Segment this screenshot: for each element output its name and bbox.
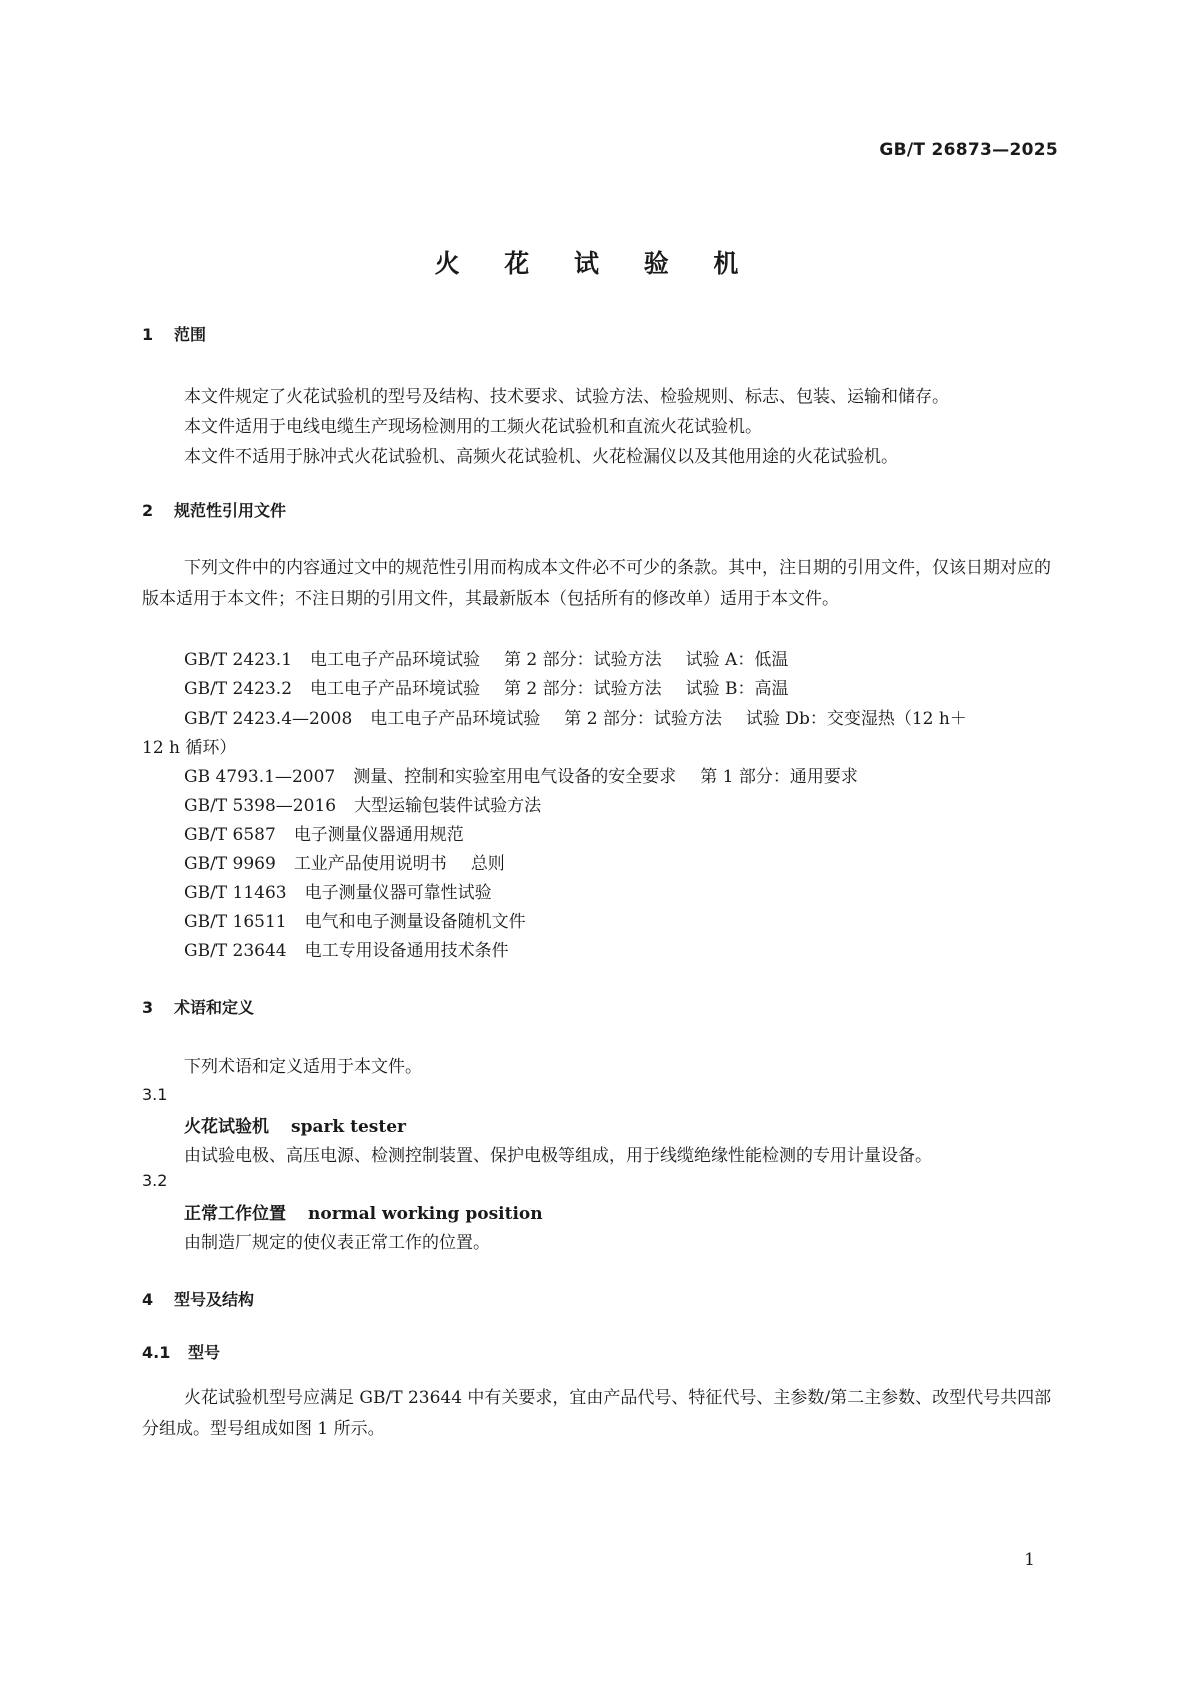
paragraph: 下列文件中的内容通过文中的规范性引用而构成本文件必不可少的条款。其中，注日期的引用文件，仅该日期对应的版本适用于本文件；不注日期的引用文件，其最新版本（包括所有的修改单）适用于本文件。 (142, 558, 1051, 609)
reference-item (184, 791, 541, 816)
section-number: 3 (142, 998, 154, 1017)
term-entry (184, 1199, 543, 1224)
term-definition: 由试验电极、高压电源、检测控制装置、保护电极等组成，用于线缆绝缘性能检测的专用计量设备。 (184, 1146, 932, 1166)
reference-code: GB/T 2423.1 (184, 650, 293, 670)
document-title: 火 花 试 验 机 (434, 249, 757, 278)
subsection-number: 4.1 (142, 1343, 171, 1362)
term-entry (184, 1112, 406, 1137)
paragraph: 本文件适用于电线电缆生产现场检测用的工频火花试验机和直流火花试验机。 (184, 417, 762, 437)
reference-code: GB/T 16511 (184, 912, 287, 932)
reference-item (184, 878, 492, 903)
reference-code: GB/T 2423.4—2008 (184, 709, 353, 729)
reference-item (184, 907, 526, 932)
reference-item (184, 645, 788, 670)
reference-part: 第 2 部分：试验方法 (564, 709, 722, 729)
paragraph: 本文件不适用于脉冲式火花试验机、高频火花试验机、火花检漏仪以及其他用途的火花试验机。 (184, 447, 898, 467)
reference-item (184, 820, 464, 845)
reference-title: 大型运输包装件试验方法 (354, 796, 542, 816)
subsection-4-1-heading (142, 1340, 220, 1363)
reference-title: 电工专用设备通用技术条件 (304, 941, 509, 961)
term-number: 3.2 (142, 1171, 168, 1190)
section-title: 型号及结构 (174, 1290, 255, 1309)
reference-part: 第 1 部分：通用要求 (700, 767, 858, 787)
term-english: normal working position (308, 1204, 543, 1224)
section-2-heading (142, 498, 286, 521)
reference-test: 试验 B：高温 (685, 679, 789, 699)
reference-test: 试验 Db：交变湿热（12 h＋ (745, 709, 967, 729)
section-number: 1 (142, 325, 154, 344)
paragraph: 本文件规定了火花试验机的型号及结构、技术要求、试验方法、检验规则、标志、包装、运输和储存。 (184, 387, 949, 407)
reference-title: 测量、控制和实验室用电气设备的安全要求 (353, 767, 677, 787)
reference-code: GB/T 6587 (184, 825, 276, 845)
reference-code: GB/T 23644 (184, 941, 287, 961)
reference-code: GB 4793.1—2007 (184, 767, 336, 787)
reference-part: 总则 (470, 854, 505, 874)
reference-item (184, 704, 967, 729)
reference-title: 电工电子产品环境试验 (310, 679, 481, 699)
reference-item (184, 674, 789, 699)
paragraph: 下列术语和定义适用于本文件。 (184, 1057, 422, 1077)
reference-title: 电工电子产品环境试验 (370, 709, 541, 729)
reference-continuation: 12 h 循环） (142, 738, 237, 758)
reference-title: 电子测量仪器通用规范 (293, 825, 464, 845)
reference-part: 第 2 部分：试验方法 (504, 679, 662, 699)
section-3-heading (142, 995, 254, 1018)
reference-item (184, 762, 858, 787)
term-english: spark tester (291, 1117, 406, 1137)
reference-item (184, 849, 505, 874)
reference-title: 电气和电子测量设备随机文件 (304, 912, 526, 932)
section-1-heading (142, 322, 206, 345)
subsection-title: 型号 (188, 1343, 221, 1362)
reference-code: GB/T 9969 (184, 854, 276, 874)
paragraph: 火花试验机型号应满足 GB/T 23644 中有关要求，宜由产品代号、特征代号、主参数/第二主参数、改型代号共四部分组成。型号组成如图 1 所示。 (142, 1388, 1052, 1439)
term-chinese: 火花试验机 (184, 1117, 269, 1137)
section-title: 规范性引用文件 (174, 501, 287, 520)
reference-test: 试验 A：低温 (685, 650, 789, 670)
reference-title: 工业产品使用说明书 (293, 854, 447, 874)
term-definition: 由制造厂规定的使仪表正常工作的位置。 (184, 1233, 490, 1253)
term-number: 3.1 (142, 1085, 168, 1104)
reference-code: GB/T 2423.2 (184, 679, 293, 699)
section-number: 4 (142, 1290, 154, 1309)
reference-code: GB/T 5398—2016 (184, 796, 337, 816)
section-number: 2 (142, 501, 154, 520)
section-title: 术语和定义 (174, 998, 255, 1017)
reference-code: GB/T 11463 (184, 883, 287, 903)
page-number: 1 (1024, 1550, 1035, 1570)
reference-part: 第 2 部分：试验方法 (504, 650, 662, 670)
section-4-heading (142, 1287, 254, 1310)
section-title: 范围 (174, 325, 207, 344)
reference-title: 电工电子产品环境试验 (310, 650, 481, 670)
term-chinese: 正常工作位置 (184, 1204, 286, 1224)
standard-number: GB/T 26873—2025 (879, 140, 1058, 160)
reference-item (184, 936, 509, 961)
reference-title: 电子测量仪器可靠性试验 (304, 883, 492, 903)
